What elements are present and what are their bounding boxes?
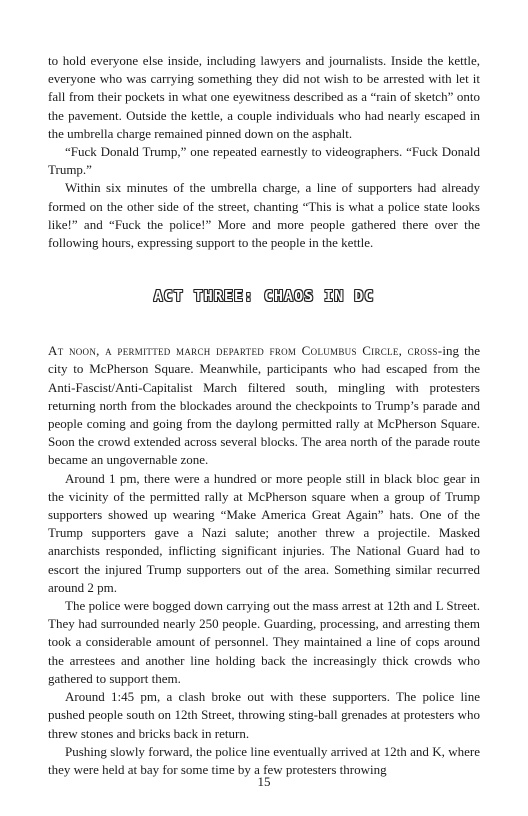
paragraph-permitted-march	[48, 342, 480, 469]
lead-in-smallcaps: At noon, a permitted march departed from Columbus Circle, cross-	[48, 343, 443, 359]
paragraph-pushing-forward: Pushing slowly forward, the police line eventually arrived at 12th and K, where they were held at bay for some time by a few protesters throwing	[48, 743, 480, 777]
paragraph-supporters-line: Within six minutes of the umbrella charge, a line of supporters had already formed on the other side of the street, chanting “This is what a police state looks like!” and “Fuck the police!” More and more people gathered there over the following hours, expressing support to the people in the kettle.	[48, 180, 480, 251]
page-body	[48, 52, 480, 779]
paragraph-mass-arrest: The police were bogged down carrying out the mass arrest at 12th and L Street. They had surrounded nearly 250 people. Guarding, processing, and arresting them took a considerable amount of personnel. They maintained a line of cops around the arrestees and another line holding back the increasingly thick crowds who gathered to support them.	[48, 598, 480, 686]
paragraph-clash: Around 1:45 pm, a clash broke out with these supporters. The police line pushed people south on 12th Street, throwing sting-ball grenades at protesters who threw stones and bricks back in return.	[48, 689, 480, 741]
paragraph-fuck-trump: “Fuck Donald Trump,” one repeated earnestly to videographers. “Fuck Donald Trump.”	[48, 144, 480, 178]
page-number: 15	[257, 774, 271, 789]
paragraph-black-bloc: Around 1 pm, there were a hundred or more people still in black bloc gear in the vicinity of the permitted rally at McPherson square when a group of Trump supporters showed up wearing “Make America Great Again” hats. One of the Trump supporters gave a Nazi salute; another threw a projectile. Masked anarchists responded, inflicting significant injuries. The National Guard had to escort the injured Trump supporters out of the area. Something similar recurred around 2 pm.	[48, 470, 480, 595]
paragraph-permitted-march-text: ing the city to McPherson Square. Meanwhile, participants who had escaped from the Anti-Fascist/Anti-Capitalist March filtered south, mingling with protesters returning north from the blockades around the checkpoints to Trump’s parade and people coming and going from the daylong permitted rally at McPherson Square. Soon the crowd extended across several blocks. The area north of the parade route became an ungovernable zone.	[48, 343, 480, 468]
section-heading: ACT THREE: CHAOS IN DC	[153, 287, 375, 306]
paragraph-kettle: to hold everyone else inside, including lawyers and journalists. Inside the kettle, everyone who was carrying something they did not wish to be arrested with let it fall from their pockets in what one eyewitness described as a “rain of sketch” onto the pavement. Outside the kettle, a couple individuals who had nearly escaped in the umbrella charge remained pinned down on the asphalt.	[48, 53, 480, 141]
